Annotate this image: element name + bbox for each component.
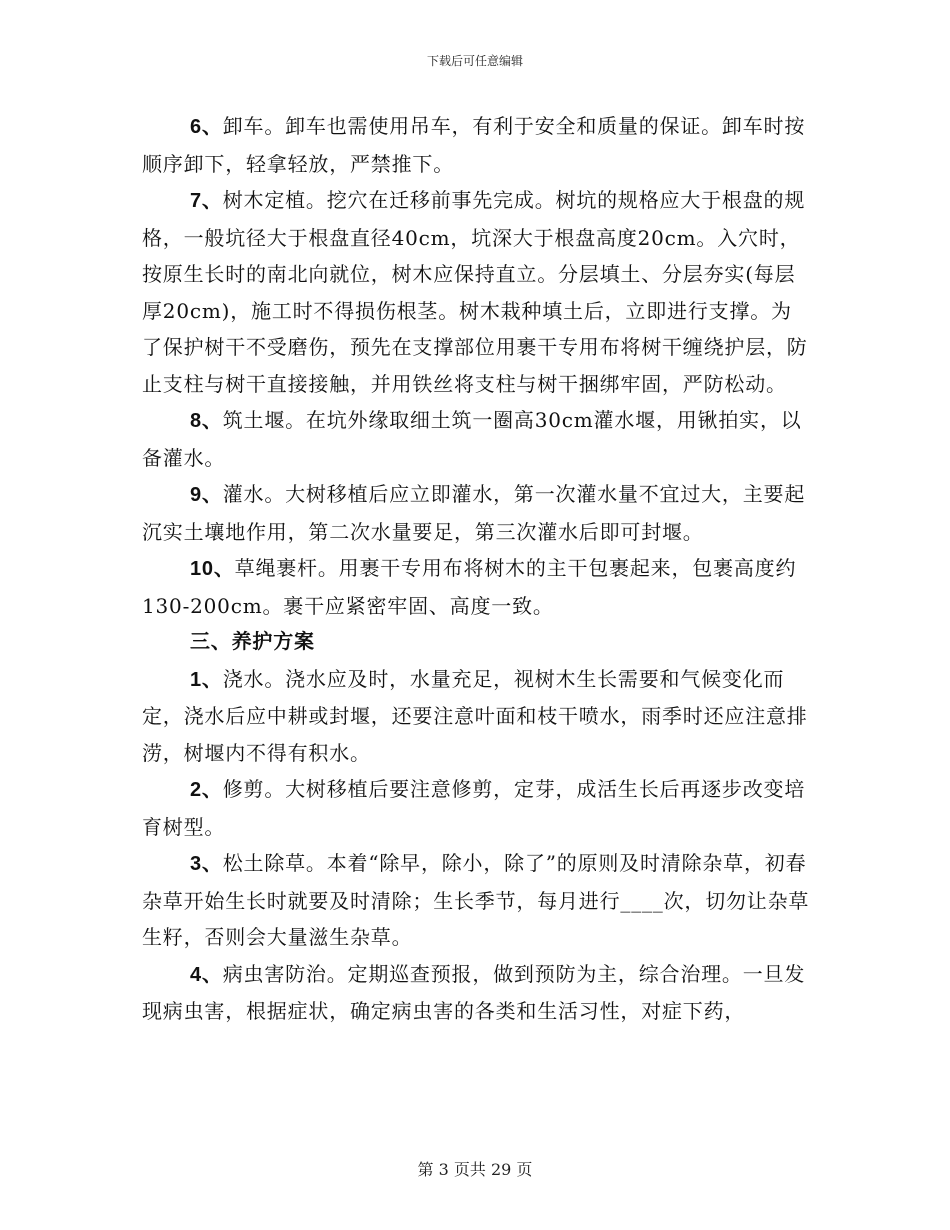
paragraph-7 <box>142 182 812 402</box>
item-number: 6、 <box>190 116 223 138</box>
paragraph-text: 浇水。浇水应及时，水量充足，视树木生长需要和气候变化而定，浇水后应中耕或封堰，还要注意叶面和枝干喷水，雨季时还应注意排涝，树堰内不得有积水。 <box>142 666 808 765</box>
paragraph-6 <box>142 108 812 182</box>
section-heading: 三、养护方案 <box>190 631 315 653</box>
page-footer: 第 3 页共 29 页 <box>417 1160 533 1179</box>
paragraph-text: 树木定植。挖穴在迁移前事先完成。树坑的规格应大于根盘的规格，一般坑径大于根盘直径40cm，坑深大于根盘高度20cm。入穴时，按原生长时的南北向就位，树木应保持直立。分层填土、分层夯实(每层厚20cm)，施工时不得损伤根茎。树木栽种填土后，立即进行支撑。为了保护树干不受磨伤，预先在支撑部位用裹干专用布将树干缠绕护层，防止支柱与树干直接接触，并用铁丝将支柱与树干捆绑牢固，严防松动。 <box>142 188 808 396</box>
paragraph-text: 卸车。卸车也需使用吊车，有利于安全和质量的保证。卸车时按顺序卸下，轻拿轻放，严禁推下。 <box>142 114 806 176</box>
paragraph-text: 筑土堰。在坑外缘取细土筑一圈高30cm灌水堰，用锹拍实，以备灌水。 <box>142 408 802 470</box>
page-header: 下载后可任意编辑 <box>426 54 523 68</box>
paragraph-8 <box>142 402 812 476</box>
care-paragraph-4 <box>142 956 812 1030</box>
item-number: 8、 <box>190 410 223 432</box>
paragraph-text: 修剪。大树移植后要注意修剪，定芽，成活生长后再逐步改变培育树型。 <box>142 777 806 839</box>
item-number: 10、 <box>190 558 235 580</box>
paragraph-text: 松土除草。本着“除早，除小，除了”的原则及时清除杂草，初春杂草开始生长时就要及时清除；生长季节，每月进行____次，切勿让杂草生籽，否则会大量滋生杂草。 <box>142 851 810 949</box>
care-paragraph-3 <box>142 845 812 956</box>
care-paragraph-1 <box>142 661 812 772</box>
item-number: 2、 <box>190 779 223 801</box>
paragraph-10 <box>142 550 812 624</box>
item-number: 4、 <box>190 963 223 986</box>
care-paragraph-2 <box>142 771 812 845</box>
paragraph-9 <box>142 476 812 550</box>
item-number: 3、 <box>190 853 223 875</box>
paragraph-text: 草绳裹杆。用裹干专用布将树木的主干包裹起来，包裹高度约130-200cm。裹干应紧密牢固、高度一致。 <box>142 556 797 618</box>
item-number: 1、 <box>190 668 223 691</box>
paragraph-text: 病虫害防治。定期巡查预报，做到预防为主，综合治理。一旦发现病虫害，根据症状，确定病虫害的各类和生活习性，对症下药， <box>142 961 806 1023</box>
item-number: 9、 <box>190 484 223 506</box>
document-body <box>142 108 812 1030</box>
item-number: 7、 <box>190 190 223 212</box>
paragraph-text: 灌水。大树移植后应立即灌水，第一次灌水量不宜过大，主要起沉实土壤地作用，第二次水量要足，第三次灌水后即可封堰。 <box>142 482 806 544</box>
